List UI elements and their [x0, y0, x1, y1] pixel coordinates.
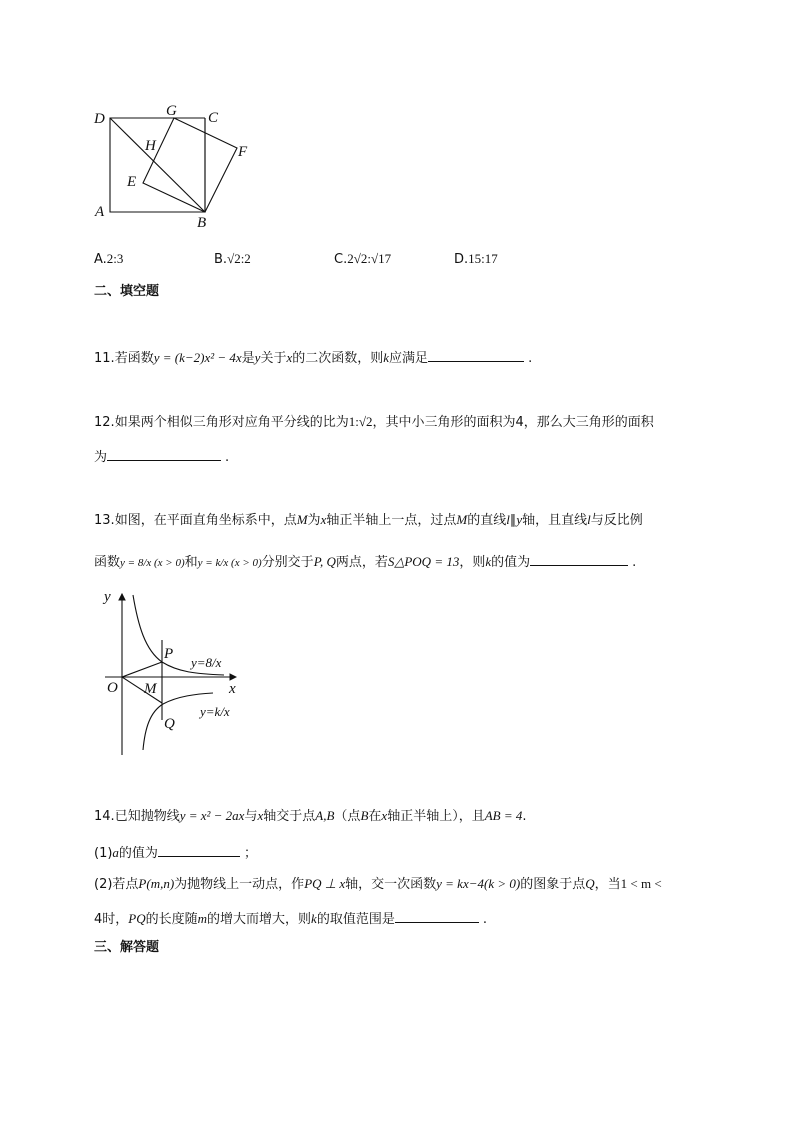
hyperbola-figure — [95, 585, 255, 757]
var: P, Q — [313, 554, 336, 569]
question-14-part-2-line-2 — [94, 909, 487, 928]
text: 轴正半轴上一点，过点 — [326, 513, 457, 528]
label-b: B — [197, 215, 207, 231]
option-value: 2√2:√17 — [347, 251, 392, 266]
diagonal-db — [110, 118, 205, 212]
formula: PQ ⊥ x — [304, 876, 346, 891]
section-heading-answer: 三、解答题 — [94, 940, 160, 955]
var: A,B — [315, 808, 335, 823]
label-d: D — [94, 111, 105, 127]
formula: y = 8/x (x > 0) — [120, 557, 185, 569]
text: 是 — [241, 351, 255, 366]
answer-blank[interactable] — [428, 348, 524, 362]
text: ，其中小三角形的面积为4，那么大三角形的面积 — [372, 415, 654, 430]
var: m — [197, 911, 208, 926]
text: 若函数 — [114, 351, 154, 366]
formula: y = x² − 2ax — [179, 808, 245, 823]
section-heading-fill-in: 二、填空题 — [94, 284, 160, 299]
question-14-part-2-line-1 — [94, 876, 662, 893]
text: 轴交于点 — [263, 809, 316, 824]
text: （点 — [334, 809, 361, 824]
var: x — [381, 808, 388, 823]
var: l — [506, 512, 510, 527]
square-figure — [88, 100, 268, 235]
text: 两点，若 — [335, 555, 388, 570]
curve-1-label: y=8/x — [191, 655, 222, 670]
q10-option-d — [454, 251, 498, 268]
text: 在 — [368, 809, 382, 824]
q10-option-c — [334, 251, 391, 268]
formula: 1 < m < — [620, 876, 662, 891]
var: M — [296, 512, 308, 527]
var: a — [112, 845, 119, 860]
label-e: E — [127, 174, 137, 190]
answer-blank[interactable] — [107, 447, 221, 461]
text: . — [528, 351, 533, 366]
origin-label: O — [107, 680, 118, 696]
axis-x-label: x — [229, 681, 236, 697]
text: 的长度随 — [145, 912, 198, 927]
question-13-line-1 — [94, 512, 643, 529]
question-13-line-2 — [94, 552, 636, 571]
text: 轴，且直线 — [522, 513, 588, 528]
text: 应满足 — [389, 351, 429, 366]
formula: 1:√2 — [348, 414, 373, 429]
text: 为 — [307, 513, 321, 528]
var: y — [516, 512, 523, 527]
answer-blank[interactable] — [530, 552, 628, 566]
question-14-line-1 — [94, 808, 527, 825]
axis-y-label: y — [104, 589, 111, 605]
text: 的取值范围是 — [316, 912, 395, 927]
option-letter: A. — [94, 252, 107, 267]
option-letter: D. — [454, 252, 469, 267]
text: 的增大而增大，则 — [207, 912, 312, 927]
formula: y = (k−2)x² − 4x — [153, 350, 242, 365]
text: ∥ — [509, 513, 517, 528]
text: 与 — [244, 809, 258, 824]
curve-2-label: y=k/x — [200, 704, 230, 719]
label-h: H — [145, 138, 156, 154]
curve-k-over-x — [143, 693, 213, 750]
text: ，则 — [459, 555, 486, 570]
text: 和 — [184, 555, 198, 570]
text: . — [522, 809, 527, 824]
text: 如图，在平面直角坐标系中，点 — [114, 513, 297, 528]
text: 轴，交一次函数 — [345, 877, 437, 892]
point-q-label: Q — [164, 716, 175, 732]
text: 与反比例 — [590, 513, 643, 528]
answer-blank[interactable] — [395, 909, 479, 923]
text: 函数 — [94, 555, 121, 570]
text: (2)若点 — [94, 877, 139, 892]
question-12-line-1 — [94, 414, 654, 431]
label-f: F — [238, 144, 248, 160]
var: y — [254, 350, 261, 365]
var: k — [485, 554, 492, 569]
option-letter: B. — [214, 252, 228, 267]
question-number: 14. — [94, 809, 115, 824]
question-14-part-1 — [94, 843, 257, 862]
label-c: C — [208, 110, 219, 126]
option-letter: C. — [334, 252, 348, 267]
text: 的值为 — [118, 846, 158, 861]
text: 已知抛物线 — [114, 809, 180, 824]
text: (1) — [94, 846, 113, 861]
text: 4时， — [94, 912, 129, 927]
formula: y = k/x (x > 0) — [197, 557, 262, 569]
var: B — [360, 808, 369, 823]
text: 的图象于点 — [520, 877, 586, 892]
formula: y = kx−4(k > 0) — [436, 876, 521, 891]
question-number: 12. — [94, 415, 115, 430]
formula: AB = 4 — [484, 808, 523, 823]
q10-option-b — [214, 251, 251, 268]
label-g: G — [166, 103, 177, 119]
text: . — [482, 912, 487, 927]
var: x — [257, 808, 264, 823]
text: 分别交于 — [261, 555, 314, 570]
text: 的值为 — [491, 555, 531, 570]
question-number: 11. — [94, 351, 115, 366]
text: . — [632, 555, 637, 570]
option-value: 15:17 — [468, 251, 498, 266]
text: 为抛物线上一动点，作 — [174, 877, 305, 892]
var: k — [311, 911, 317, 926]
option-value: √2:2 — [227, 251, 251, 266]
text: 为 — [94, 450, 108, 465]
var: P(m,n) — [138, 876, 175, 891]
text: ，当 — [594, 877, 621, 892]
text: 关于 — [260, 351, 287, 366]
var: x — [320, 512, 327, 527]
var: M — [456, 512, 468, 527]
text: 的直线 — [467, 513, 507, 528]
var: Q — [585, 876, 595, 891]
answer-blank[interactable] — [158, 843, 240, 857]
var: x — [286, 350, 293, 365]
segment-op — [122, 662, 162, 677]
question-12-line-2 — [94, 447, 229, 466]
question-number: 13. — [94, 513, 115, 528]
point-p-label: P — [164, 646, 174, 662]
text: 轴正半轴上），且 — [387, 809, 485, 824]
label-a: A — [95, 204, 105, 220]
option-value: 2:3 — [106, 251, 124, 266]
text: 的二次函数，则 — [292, 351, 384, 366]
question-11 — [94, 348, 532, 367]
text: . — [225, 450, 230, 465]
text: ； — [243, 846, 257, 861]
var: k — [383, 350, 390, 365]
text: 如果两个相似三角形对应角平分线的比为 — [114, 415, 349, 430]
point-m-label: M — [144, 681, 157, 697]
formula: S△POQ = 13 — [387, 554, 460, 569]
var: PQ — [128, 911, 146, 926]
q10-option-a — [94, 251, 123, 268]
var: l — [587, 512, 591, 527]
